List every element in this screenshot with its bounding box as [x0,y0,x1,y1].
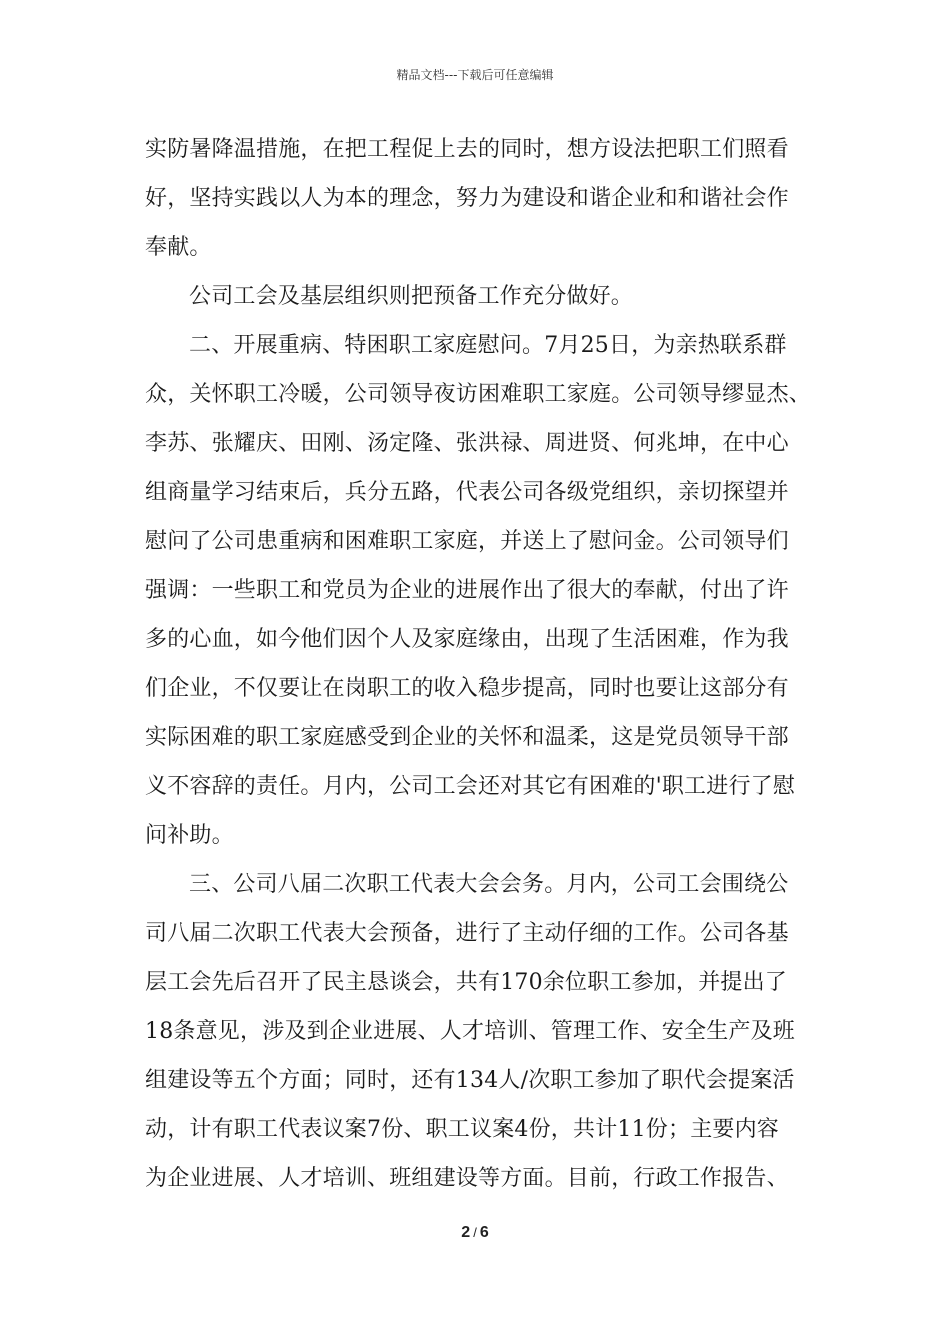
text-line: 三、公司八届二次职工代表大会会务。月内，公司工会围绕公 [189,872,789,897]
text-line: 组商量学习结束后，兵分五路，代表公司各级党组织，亲切探望并 [145,480,789,505]
text-line: 实际困难的职工家庭感受到企业的关怀和温柔，这是党员领导干部 [145,725,789,750]
text-line: 层工会先后召开了民主恳谈会，共有170余位职工参加，并提出了 [145,970,787,995]
text-line: 奉献。 [145,235,212,260]
page-number [0,1224,950,1242]
paragraph-4 [145,860,820,1203]
text-line: 组建设等五个方面；同时，还有134人/次职工参加了职代会提案活 [145,1068,795,1093]
text-line: 们企业，不仅要让在岗职工的收入稳步提高，同时也要让这部分有 [145,676,789,701]
paragraph-2 [145,272,820,321]
text-line: 众，关怀职工冷暖，公司领导夜访困难职工家庭。公司领导缪显杰、 [145,382,812,407]
text-line: 司八届二次职工代表大会预备，进行了主动仔细的工作。公司各基 [145,921,789,946]
text-line: 义不容辞的责任。月内，公司工会还对其它有困难的'职工进行了慰 [145,774,796,799]
text-line: 二、开展重病、特困职工家庭慰问。7月25日，为亲热联系群 [189,333,787,358]
text-line: 实防暑降温措施，在把工程促上去的同时，想方设法把职工们照看 [145,137,789,162]
document-body [145,125,820,1203]
paragraph-1 [145,125,820,272]
page-separator: / [473,1225,477,1240]
text-line: 慰问了公司患重病和困难职工家庭，并送上了慰问金。公司领导们 [145,529,789,554]
text-line: 好，坚持实践以人为本的理念，努力为建设和谐企业和和谐社会作 [145,186,789,211]
text-line: 强调：一些职工和党员为企业的进展作出了很大的奉献，付出了许 [145,578,789,603]
total-pages: 6 [479,1224,489,1241]
text-line: 多的心血，如今他们因个人及家庭缘由，出现了生活困难，作为我 [145,627,789,652]
text-line: 问补助。 [145,823,234,848]
text-line: 为企业进展、人才培训、班组建设等方面。目前，行政工作报告、 [145,1166,789,1191]
text-line: 动，计有职工代表议案7份、职工议案4份，共计11份；主要内容 [145,1117,779,1142]
current-page: 2 [461,1224,471,1241]
text-line: 公司工会及基层组织则把预备工作充分做好。 [189,284,634,309]
text-line: 李苏、张耀庆、田刚、汤定隆、张洪禄、周进贤、何兆坤，在中心 [145,431,789,456]
page-header: 精品文档---下载后可任意编辑 [396,68,554,82]
paragraph-3 [145,321,820,860]
text-line: 18条意见，涉及到企业进展、人才培训、管理工作、安全生产及班 [145,1019,795,1044]
